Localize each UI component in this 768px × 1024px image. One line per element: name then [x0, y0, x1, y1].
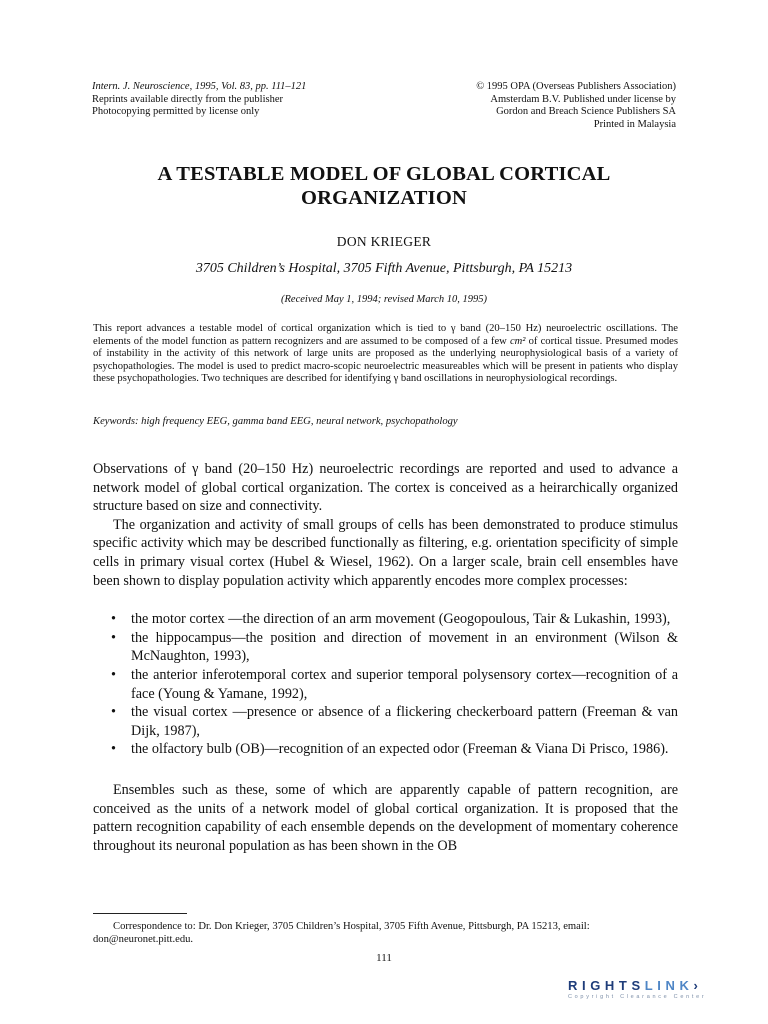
correspondence-footnote	[93, 920, 678, 946]
footnote-divider	[93, 913, 187, 914]
list-item	[93, 740, 678, 759]
copyright-line-4: Printed in Malaysia	[593, 118, 676, 130]
list-item	[93, 703, 678, 740]
author-affiliation: 3705 Children’s Hospital, 3705 Fifth Avenue, Pittsburgh, PA 15213	[195, 261, 573, 276]
abstract	[93, 323, 678, 386]
abstract-text-1: This report advances a testable model of cortical organization which is tied to γ band (20–150 Hz) neuroelectric oscillations. The elements of the model function as pattern recognizers and are assumed to be composed of a few	[93, 323, 678, 347]
list-item	[93, 610, 678, 629]
body-paragraph-2: The organization and activity of small groups of cells has been demonstrated to produce stimulus specific activity which may be described functionally as filtering, e.g. orientation specificity of simple cells in primary visual cortex (Hubel & Wiesel, 1962). On a larger scale, brain cell ensembles have been shown to display population activity which apparently encodes more complex processes:	[93, 516, 678, 589]
rightslink-brand-link: LINK	[644, 978, 694, 993]
copyright-line-3: Gordon and Breach Science Publishers SA	[496, 106, 676, 117]
rightslink-tagline: Copyright Clearance Center	[568, 994, 707, 1000]
list-item-text: the visual cortex —presence or absence of a flickering checkerboard pattern (Freeman & van Dijk, 1987),	[131, 704, 678, 739]
page-number: 111	[376, 952, 392, 964]
title-line-1: A TESTABLE MODEL OF GLOBAL CORTICAL	[157, 163, 611, 185]
bullet-icon: •	[111, 666, 116, 683]
author-name: DON KRIEGER	[336, 234, 432, 249]
bullet-icon: •	[111, 611, 116, 628]
rightslink-logo	[568, 978, 768, 993]
list-item-text: the hippocampus—the position and direction of movement in an environment (Wilson & McNaughton, 1993),	[131, 629, 678, 665]
citation-line-3: Photocopying permitted by license only	[92, 106, 260, 117]
citation-line-1: Intern. J. Neuroscience, 1995, Vol. 83, pp. 111–121	[92, 81, 307, 92]
body-text	[93, 460, 678, 855]
rightslink-brand-main: RIGHTS	[568, 978, 645, 993]
chevron-icon: ›	[693, 978, 703, 993]
title-line-2: ORGANIZATION	[300, 187, 468, 209]
abstract-unit: cm²	[509, 335, 526, 347]
body-paragraph-3: Ensembles such as these, some of which are apparently capable of pattern recognition, are conceived as the units of a network model of global cortical organization. It is proposed that the pattern recognition capability of each ensemble depends on the development of momentary coherence throughout its neuronal population as has been shown in the OB	[93, 781, 678, 854]
list-item	[93, 629, 678, 666]
citation-line-2: Reprints available directly from the publisher	[92, 93, 283, 105]
journal-citation	[92, 81, 306, 119]
bullet-list	[93, 610, 678, 759]
received-dates: (Received May 1, 1994; revised March 10, 1995)	[281, 294, 487, 305]
abstract-text-2: of cortical tissue. Presumed modes of instability in the activity of this network of large units are proposed as the underlying neurophysiological basis of a variety of psychopathologies. The model is used to predict macro-scopic neuroelectric measureables which will be present in patients who display these psychopathologies. Two techniques are described for identifying γ band oscillations in neurophysiological recordings.	[93, 335, 678, 385]
bullet-icon: •	[111, 704, 116, 721]
footnote-line-1: Correspondence to: Dr. Don Krieger, 3705 Children’s Hospital, 3705 Fifth Avenue, Pittsburgh, PA 15213,	[113, 921, 561, 932]
copyright-line-1: © 1995 OPA (Overseas Publishers Association)	[476, 81, 676, 92]
rightslink-watermark	[568, 978, 768, 1008]
bullet-icon: •	[111, 741, 116, 758]
footnote-line-2: email: don@neuronet.pitt.edu.	[93, 921, 590, 945]
list-item-text: the anterior inferotemporal cortex and superior temporal polysensory cortex—recognition of a face (Young & Yamane, 1992),	[131, 666, 678, 702]
copyright-line-2: Amsterdam B.V. Published under license by	[490, 93, 676, 105]
list-item	[93, 666, 678, 703]
paper-title	[80, 162, 688, 210]
bullet-icon: •	[111, 629, 116, 646]
body-paragraph-1: Observations of γ band (20–150 Hz) neuroelectric recordings are reported and used to advance a network model of global cortical organization. The cortex is conceived as a heirarchically organized structure based on size and connectivity.	[93, 461, 678, 515]
copyright-notice	[476, 81, 676, 131]
list-item-text: the olfactory bulb (OB)—recognition of an expected odor (Freeman & Viana Di Prisco, 1986).	[131, 741, 669, 758]
list-item-text: the motor cortex —the direction of an arm movement (Geogopoulous, Tair & Lukashin, 1993),	[131, 611, 671, 628]
keywords: Keywords: high frequency EEG, gamma band EEG, neural network, psychopathology	[93, 416, 458, 427]
